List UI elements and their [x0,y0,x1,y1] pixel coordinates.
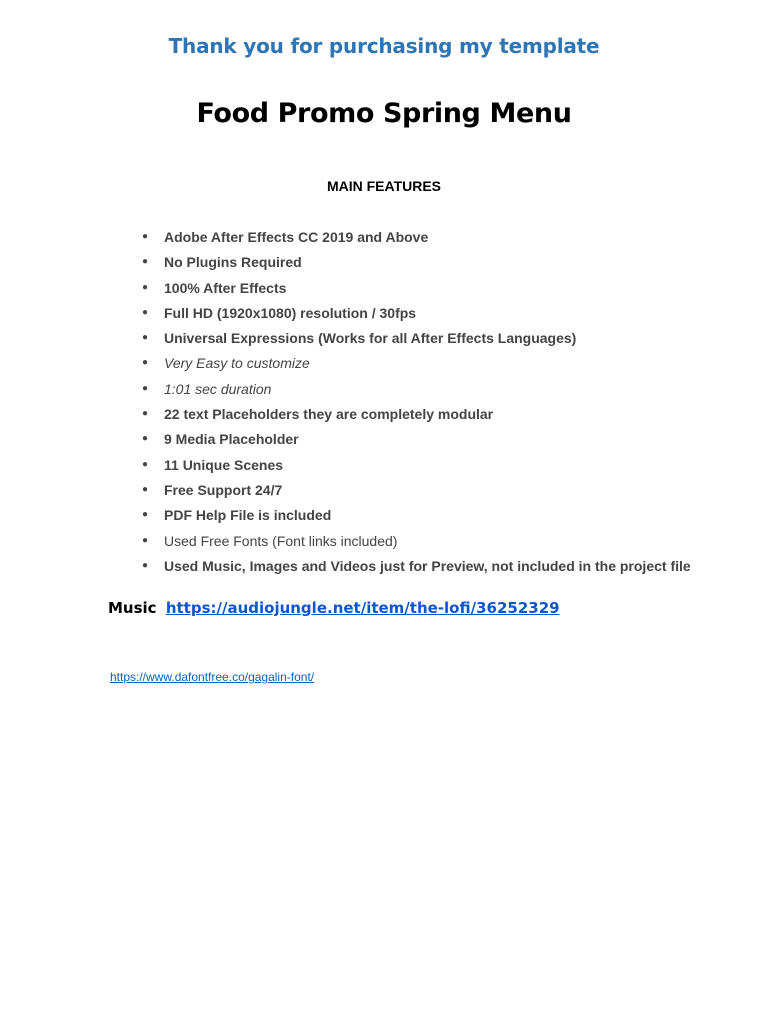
font-link[interactable]: https://www.dafontfree.co/gagalin-font/ [110,670,315,684]
feature-text: Used Music, Images and Videos just for Preview, not included in the project file [164,557,691,574]
bullet-icon: ● [142,281,149,293]
feature-list [140,226,691,580]
bullet-icon: ● [142,332,149,344]
bullet-icon: ● [142,559,149,571]
feature-item [140,403,691,428]
bullet-icon: ● [142,306,149,318]
main-features-heading: MAIN FEATURES [326,178,442,194]
feature-item [140,302,691,327]
bullet-icon: ● [142,357,149,369]
bullet-icon: ● [142,231,149,242]
bullet-icon: ● [142,509,149,521]
feature-text: No Plugins Required [164,254,302,271]
thank-you-heading: Thank you for purchasing my template [168,34,600,58]
bullet-icon: ● [142,483,149,495]
music-row [108,599,560,617]
feature-text: Very Easy to customize [164,355,310,372]
feature-item [140,277,691,302]
page-title: Food Promo Spring Menu [196,98,572,129]
feature-text: 11 Unique Scenes [164,456,284,473]
feature-item [140,454,691,479]
feature-text: Used Free Fonts (Font links included) [164,532,398,549]
feature-text: 100% After Effects [164,279,287,296]
feature-item [140,504,691,529]
bullet-icon: ● [142,256,149,268]
feature-item [140,327,691,352]
feature-item [140,226,691,251]
feature-text: 22 text Placeholders they are completely modular [164,406,494,423]
feature-item [140,352,691,377]
feature-item [140,555,691,580]
feature-text: Adobe After Effects CC 2019 and Above [164,229,429,245]
feature-text: 1:01 sec duration [164,380,272,397]
feature-text: Full HD (1920x1080) resolution / 30fps [164,304,417,321]
music-label: Music [108,599,157,617]
music-link[interactable]: https://audiojungle.net/item/the-lofi/36252329 [165,599,560,617]
feature-text: 9 Media Placeholder [164,431,299,448]
feature-item [140,428,691,453]
feature-text: Universal Expressions (Works for all After Effects Languages) [164,330,577,347]
feature-item [140,251,691,276]
feature-item [140,479,691,504]
bullet-icon: ● [142,433,149,445]
bullet-icon: ● [142,534,149,546]
bullet-icon: ● [142,382,149,394]
bullet-icon: ● [142,458,149,470]
feature-item [140,378,691,403]
feature-text: PDF Help File is included [164,507,332,524]
feature-item [140,530,691,555]
bullet-icon: ● [142,408,149,420]
feature-text: Free Support 24/7 [164,481,283,498]
